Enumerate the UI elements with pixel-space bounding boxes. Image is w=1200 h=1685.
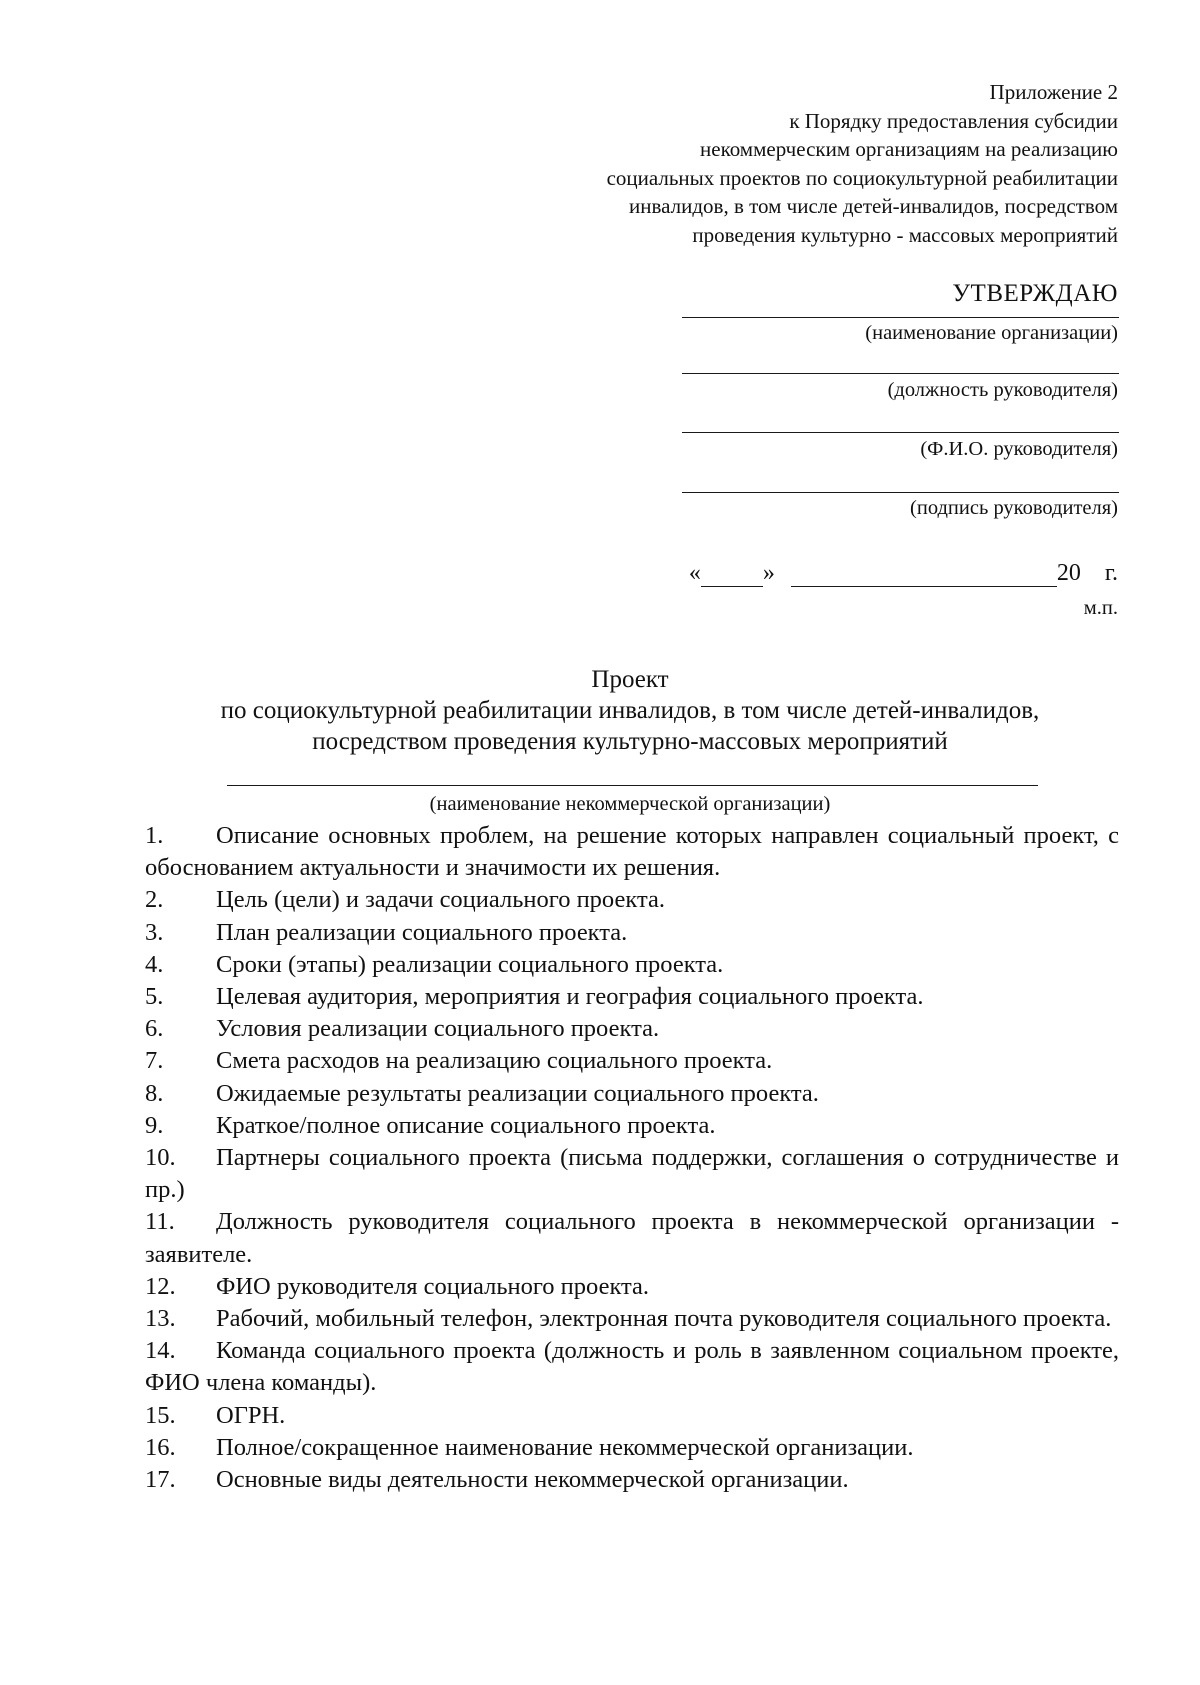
item-number: 1. (145, 822, 164, 849)
nonprofit-name-label: (наименование некоммерческой организации) (429, 793, 831, 815)
item-number: 13. (145, 1305, 176, 1333)
item-number: 14. (145, 1337, 176, 1365)
item-number: 16. (145, 1433, 176, 1461)
item-text: Краткое/полное описание социального проекта. (216, 1111, 716, 1139)
item-number: 10. (145, 1144, 176, 1172)
list-item (145, 1045, 1119, 1077)
item-text: Партнеры социального проекта (письма поддержки, соглашения о сотрудничестве и пр.) (145, 1144, 1119, 1204)
title-line: Проект (591, 666, 669, 693)
item-number: 4. (145, 950, 164, 978)
item-text: Рабочий, мобильный телефон, электронная почта руководителя социального проекта. (216, 1305, 1112, 1333)
appendix-line: некоммерческим организациям на реализацию (700, 137, 1118, 162)
item-text: Условия реализации социального проекта. (216, 1015, 660, 1043)
project-title (140, 664, 1120, 757)
list-item (145, 820, 1119, 884)
title-line: посредством проведения культурно-массовых мероприятий (312, 728, 948, 755)
list-item (145, 1432, 1119, 1464)
appendix-line: к Порядку предоставления субсидии (789, 108, 1118, 133)
item-text: Команда социального проекта (должность и роль в заявленном социальном проекте, ФИО члена команды). (145, 1337, 1119, 1397)
approval-heading: УТВЕРЖДАЮ (952, 280, 1118, 307)
list-item (145, 1206, 1119, 1270)
list-item (145, 1013, 1119, 1045)
item-text: Основные виды деятельности некоммерческой организации. (216, 1466, 849, 1494)
director-position-line (682, 373, 1119, 374)
date-close-quote: » (762, 560, 775, 586)
item-number: 11. (145, 1208, 175, 1236)
item-text: Смета расходов на реализацию социального проекта. (216, 1047, 773, 1075)
item-text: ОГРН. (216, 1401, 286, 1429)
list-item (145, 884, 1119, 916)
item-number: 8. (145, 1079, 164, 1107)
list-item (145, 1271, 1119, 1303)
director-signature-label: (подпись руководителя) (910, 497, 1118, 519)
item-text: План реализации социального проекта. (216, 918, 628, 946)
appendix-line: инвалидов, в том числе детей-инвалидов, посредством (629, 194, 1118, 219)
item-number: 7. (145, 1047, 164, 1075)
list-item (145, 1078, 1119, 1110)
list-item (145, 1142, 1119, 1206)
appendix-header (478, 78, 1118, 250)
year-suffix: г. (1104, 560, 1118, 586)
list-item (145, 1303, 1119, 1335)
director-position-label: (должность руководителя) (887, 379, 1118, 401)
appendix-line: Приложение 2 (989, 80, 1118, 104)
director-signature-line (682, 492, 1119, 493)
item-number: 2. (145, 886, 164, 914)
item-number: 17. (145, 1466, 176, 1494)
director-name-label: (Ф.И.О. руководителя) (920, 438, 1118, 460)
year-prefix: 20 (1056, 560, 1081, 586)
item-text: ФИО руководителя социального проекта. (216, 1272, 650, 1300)
item-number: 9. (145, 1111, 164, 1139)
item-number: 12. (145, 1272, 176, 1300)
item-number: 15. (145, 1401, 176, 1429)
item-text: Должность руководителя социального проекта в некоммерческой организации - заявителе. (145, 1208, 1119, 1268)
organization-name-line (682, 317, 1119, 318)
approval-date (689, 560, 1118, 587)
item-text: Целевая аудитория, мероприятия и география социального проекта. (216, 983, 924, 1011)
item-text: Цель (цели) и задачи социального проекта. (216, 886, 665, 914)
list-item (145, 1110, 1119, 1142)
item-text: Ожидаемые результаты реализации социального проекта. (216, 1079, 819, 1107)
list-item (145, 1400, 1119, 1432)
item-number: 6. (145, 1015, 164, 1043)
appendix-line: проведения культурно - массовых мероприятий (692, 222, 1118, 247)
director-name-line (682, 432, 1119, 433)
date-open-quote: « (688, 560, 701, 586)
list-item (145, 1464, 1119, 1496)
list-item (145, 981, 1119, 1013)
seal-place: м.п. (1083, 597, 1118, 619)
list-item (145, 917, 1119, 949)
appendix-line: социальных проектов по социокультурной реабилитации (606, 165, 1118, 190)
list-item (145, 1335, 1119, 1399)
day-blank (701, 562, 763, 587)
item-text: Описание основных проблем, на решение которых направлен социальный проект, с обоснованием актуальности и значимости их решения. (145, 822, 1119, 882)
nonprofit-name-line (227, 785, 1038, 786)
month-blank (791, 562, 1057, 587)
item-number: 3. (145, 918, 164, 946)
item-text: Сроки (этапы) реализации социального проекта. (216, 950, 724, 978)
list-item (145, 949, 1119, 981)
title-line: по социокультурной реабилитации инвалидов, в том числе детей-инвалидов, (220, 697, 1040, 724)
item-text: Полное/сокращенное наименование некоммерческой организации. (216, 1433, 914, 1461)
item-number: 5. (145, 983, 164, 1011)
project-items-list (145, 820, 1119, 1496)
organization-name-label: (наименование организации) (865, 322, 1118, 344)
